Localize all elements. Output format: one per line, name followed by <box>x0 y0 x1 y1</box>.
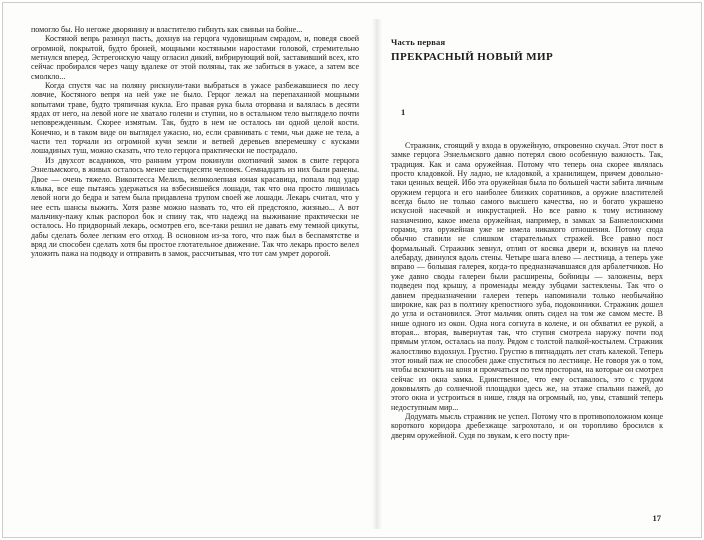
paragraph: Костяной вепрь разинул пасть, дохнув на герцога чудовищным смрадом, и, поведя своей огромной, покрытой, будто броней, мощными костяными наростами головой, стремительно метнулся вперед. Эстрегонскую чащу огласил дикий, вибрирующий вой, заставивший всех, кто сейчас пробирался через чащу вдалеке от этой поляны, так же забиться в ужасе, а затем все смолкло... <box>31 34 359 81</box>
part-header <box>391 37 663 63</box>
paragraph: Стражник, стоящий у входа в оружейную, откровенно скучал. Этот пост в замке герцога Эзнельмского давно потерял свою особенную важность. Так, традиция. Как и сама оружейная. Потому что теперь она скорее являлась просто кладовкой. Ну ладно, не кладовкой, а хранилищем, причем довольно-таки ценных вещей. Ибо эта оружейная была по большей части забита личным оружием герцога и его наиболее близких соратников, а оружие властителей всегда было не только самого высшего качества, но и богато украшено искусной насечкой и инкрустацией. Но все равно к тому истинному назначению, какое имела оружейная, например, в замках за Баннелонскими горами, эта оружейная уже не имела никакого отношения. Потому сюда обычно ставили не слишком старательных стражей. Все равно пост формальный. Стражник зевнул, отлип от косяка двери и, вскинув на плечо алебарду, двинулся вдоль стены. Четыре шага влево — лестница, а теперь уже вправо — большая галерея, когда-то предназначавшаяся для арбалетчиков. Но уже давно своды галереи были расширены, бойницы — заложены, верх подведен под крышу, а променады между зубцами застеклены. Так что о давнем предназначении галереи теперь напоминали только необычайно широкие, как раз в полтину крепостного зуба, подоконники. Стражник дошел до угла и остановился. Этот мальчик опять сидел на том же самом месте. В нише одного из окон. Одна нога согнута в колене, и он обхватил ее рукой, а вторая... вторая, вывернутая так, что ступня смотрела наружу почти под прямым углом, осталась на полу. Рядом с толстой палкой-костылем. Стражник жалостливо вздохнул. Грустно. Грустно в пятнадцать лет стать калекой. Теперь этот юный паж не способен даже спуститься по лестнице. Не говоря уж о том, чтобы вскочить на коня и промчаться по тем просторам, на которые он смотрел сейчас из окна замка. Единственное, что ему оставалось, это с трудом доковылять до солнечной площадки здесь же, на этаже спальни пажей, до этого окна и устроиться в нише, глядя на огромный, но, увы, ставший теперь недоступным мир... <box>391 141 663 412</box>
right-page <box>391 25 663 523</box>
part-title: ПРЕКРАСНЫЙ НОВЫЙ МИР <box>391 51 554 63</box>
paragraph: Из двухсот всадников, что ранним утром покинули охотничий замок в свите герцога Эзнельмского, в живых осталось менее шестидесяти человек. Семнадцать из них были ранены. Двое — очень тяжело. Виконтесса Мелиль, великолепная юная красавица, попала под удар клыка, все еще пытаясь удержаться на взбесившейся лошади, так что она просто лишилась левой ноги до бедра и затем была придавлена трупом своей же лошади. Лекарь считал, что у нее есть шансы выжить. Хотя разве можно назвать то, что ей предстояло, жизнью... А вот мальчику-пажу клык распорол бок и спину так, что надежд на выживание практически не осталось. Но придворный лекарь, осмотрев его, все-таки решил не давать ему темной цикуты, дабы сделать более легким его отход. В основном из-за того, что паж был в беспамятстве и вряд ли способен сделать хотя бы простое глотательное движение. Так что лекарь просто велел уложить пажа на подводу и отправить в замок, рассчитывая, что тот сам умрет дорогой. <box>31 155 359 259</box>
paragraph: Когда спустя час на поляну рискнули-таки выбраться в ужасе разбежавшиеся по лесу ловчие, Костяного вепря на ней уже не было. Герцог лежал на перепаханной мощными копытами траве, будто тряпичная кукла. Его правая рука была оторвана и валялась в десяти ярдах от него, на левой ноге не хватало голени и ступни, но в остальном тело выглядело почти неповрежденным. Скорее измятым. Так, будто в нем не осталось ни одной целой кости. Конечно, и в таком виде он выглядел ужасно, но, если сравнивать с теми, чьи даже не тела, а части тел торчали из огромной кучи земли и ветвей деревьев вперемешку с кусками лошадиных туш, можно сказать, что тело герцога практически не пострадало. <box>31 81 359 156</box>
book-scan <box>2 2 702 538</box>
paragraph: помогло бы. Но негоже дворянину и властителю гибнуть как свиньи на бойне... <box>31 25 303 34</box>
left-page-text <box>31 25 359 259</box>
right-page-text <box>391 141 663 440</box>
page-number: 17 <box>652 513 661 523</box>
book-spine <box>372 19 382 529</box>
part-label: Часть первая <box>391 37 446 47</box>
left-page <box>31 25 359 523</box>
chapter-number: 1 <box>401 107 406 117</box>
paragraph: Додумать мысль стражник не успел. Потому что в противоположном конце короткого коридора дребезжаще загрохотало, и он торопливо бросился к дверям оружейной. Судя по звукам, к его посту при- <box>391 411 663 440</box>
